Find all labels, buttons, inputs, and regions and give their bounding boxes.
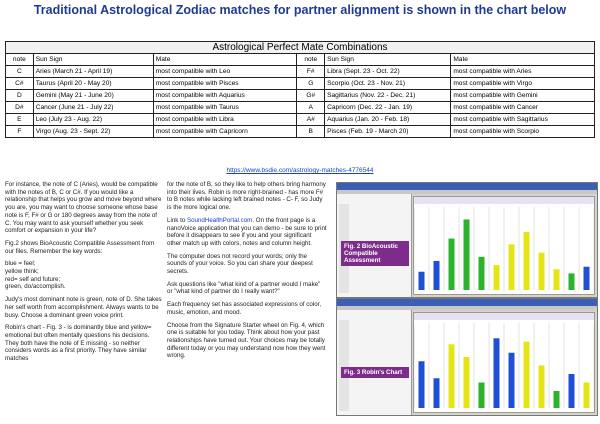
zodiac-table — [5, 41, 595, 138]
fig2-header-strip — [414, 197, 594, 204]
window-titlebar — [337, 299, 597, 306]
table-cell: Aquarius (Jan. 20 - Feb. 18) — [325, 114, 451, 126]
fig2-bar — [449, 239, 455, 290]
table-cell: Taurus (April 20 - May 20) — [33, 78, 153, 90]
key-word: blue = feel; — [5, 260, 36, 268]
table-row — [6, 114, 595, 126]
table-row — [6, 126, 595, 138]
table-cell: F — [6, 126, 34, 138]
table-cell: B — [297, 126, 325, 138]
table-cell: D# — [6, 102, 34, 114]
table-cell: D — [6, 90, 34, 102]
column-header: Sun Sign — [325, 54, 451, 66]
paragraph — [167, 217, 327, 248]
text-column-left — [5, 181, 162, 368]
column-header: Sun Sign — [33, 54, 153, 66]
fig2-bar — [584, 267, 590, 290]
table-row — [6, 102, 595, 114]
fig3-screenshot — [336, 298, 598, 416]
table-cell: Sagittarius (Nov. 22 - Dec. 21) — [325, 90, 451, 102]
fig2-bars — [414, 197, 594, 294]
table-cell: most compatible with Sagittarius — [451, 114, 595, 126]
table-row — [6, 90, 595, 102]
fig3-bar — [524, 342, 530, 408]
table-cell: most compatible with Aries — [451, 66, 595, 78]
link-outro: . On the front page is a nanoVoice application that you can demo - be sure to print before it disappears to see if you and your significant other match up with colors, notes and column height. — [167, 216, 327, 247]
fig3-bar — [479, 383, 485, 409]
table-cell: most compatible with Cancer — [451, 102, 595, 114]
paragraph: For instance, the note of C (Aries), would be compatible with the notes of B, C or C#. If you would like a relationship that helps you grow and move beyond where you are, you may want to choose someone whose base note is F, F# or G or 180 degrees away from the note of C. You may want to ask yourself whether you seek comfort or expansion in your life? — [5, 181, 162, 235]
fig3-label: Fig. 3 Robin's Chart — [341, 367, 409, 378]
fig2-bar — [434, 261, 440, 290]
fig2-bar — [539, 253, 545, 290]
fig3-bar — [419, 361, 425, 408]
paragraph: Fig.2 shows BioAcoustic Compatible Assessment from our files. Remember the key words: — [5, 239, 155, 255]
table-cell: most compatible with Pisces — [153, 78, 297, 90]
column-header: Mate — [153, 54, 297, 66]
table-cell: Pisces (Feb. 19 - March 20) — [325, 126, 451, 138]
table-cell: most compatible with Virgo — [451, 78, 595, 90]
fig2-bar — [479, 257, 485, 290]
fig3-bar — [494, 338, 500, 408]
fig2-plot — [413, 196, 595, 295]
table-cell: C# — [6, 78, 34, 90]
fig3-bar — [464, 357, 470, 408]
table-title: Astrological Perfect Mate Combinations — [6, 42, 595, 54]
fig3-bar — [434, 378, 440, 408]
window-sidebar — [337, 310, 412, 415]
fig3-plot — [413, 312, 595, 413]
key-word: yellow think; — [5, 268, 39, 276]
table-cell: C — [6, 66, 34, 78]
table-cell: Leo (July 23 - Aug. 22) — [33, 114, 153, 126]
fig2-bar — [494, 265, 500, 290]
table-cell: most compatible with Gemini — [451, 90, 595, 102]
fig2-bar — [509, 244, 515, 290]
table-cell: Aries (March 21 - April 19) — [33, 66, 153, 78]
paragraph: Ask questions like "what kind of a partner would I make" or "what kind of partner do I really want?" — [167, 280, 321, 296]
table-cell: A# — [297, 114, 325, 126]
text-column-right — [167, 181, 327, 365]
table-cell: most compatible with Scorpio — [451, 126, 595, 138]
table-cell: Capricorn (Dec. 22 - Jan. 19) — [325, 102, 451, 114]
key-word: green, do/accomplish. — [5, 283, 66, 291]
table-cell: most compatible with Capricorn — [153, 126, 297, 138]
table-cell: most compatible with Aquarius — [153, 90, 297, 102]
table-cell: most compatible with Taurus — [153, 102, 297, 114]
table-cell: Libra (Sept. 23 - Oct. 22) — [325, 66, 451, 78]
table-row — [6, 66, 595, 78]
table-cell: Cancer (June 21 - July 22) — [33, 102, 153, 114]
table-cell: E — [6, 114, 34, 126]
paragraph: for the note of B, so they like to help others bring harmony into their lives. Robin is more right-brained - has more F# to B notes while lacking left brained notes - C- F, so Judy is the more logical one. — [167, 181, 326, 212]
fig2-bar — [554, 269, 560, 290]
table-row — [6, 78, 595, 90]
table-cell: Scorpio (Oct. 23 - Nov. 21) — [325, 78, 451, 90]
table-cell: Virgo (Aug. 23 - Sept. 22) — [33, 126, 153, 138]
link-intro: Link to — [167, 216, 187, 224]
column-header: note — [297, 54, 325, 66]
fig3-bar — [509, 353, 515, 408]
fig3-bar — [569, 374, 575, 408]
table-cell: most compatible with Libra — [153, 114, 297, 126]
table-cell: most compatible with Leo — [153, 66, 297, 78]
fig2-bar — [524, 232, 530, 290]
fig3-bar — [554, 391, 560, 408]
table-cell: F# — [297, 66, 325, 78]
column-header: Mate — [451, 54, 595, 66]
table-header-row — [6, 54, 595, 66]
fig3-header-strip — [414, 313, 594, 320]
fig2-bar — [569, 273, 575, 290]
paragraph: Judy's most dominant note is green, note of D. She takes her self worth from accomplishment. Always wants to be busy. Choose a dominant green voice print. — [5, 296, 162, 319]
paragraph: Each frequency set has associated expressions of color, music, emotion, and mood. — [167, 301, 322, 316]
paragraph: The computer does not record your words; only the sounds of your voice. So you can share your deepest secrets. — [167, 252, 313, 276]
page-heading: Traditional Astrological Zodiac matches for partner alignment is shown in the chart below — [33, 3, 567, 17]
fig2-bar — [419, 272, 425, 290]
window-titlebar — [337, 183, 597, 190]
paragraph: Robin's chart - Fig. 3 - is dominantly blue and yellow= emotional but often mentally questions his decisions. They both have the note of E missing - so neither considers words as a first priority. They have similar matches — [5, 324, 152, 363]
column-header: note — [6, 54, 34, 66]
fig3-bars — [414, 313, 594, 412]
table-cell: A — [297, 102, 325, 114]
fig3-bar — [584, 383, 590, 409]
fig2-label: Fig. 2 BioAcoustic Compatible Assessment — [341, 241, 409, 266]
table-cell: G — [297, 78, 325, 90]
fig2-screenshot — [336, 182, 598, 298]
key-word: red= self and future; — [5, 275, 61, 283]
sound-health-link[interactable]: SoundHealthPortal.com — [186, 216, 253, 224]
fig3-bar — [539, 366, 545, 409]
source-link[interactable]: https://www.bsdie.com/astrology-matches-4776544 — [226, 167, 374, 174]
paragraph: Choose from the Signature Starter wheel on Fig. 4, which one is suitable for you today. Think about how your past relationships have turned out. Your choices may be totally different today or you may understand now how they went wrong. — [167, 321, 326, 360]
sidebar-panel — [339, 320, 349, 411]
table-cell: Gemini (May 21 - June 20) — [33, 90, 153, 102]
fig3-bar — [449, 344, 455, 408]
fig2-bar — [464, 219, 470, 290]
table-cell: G# — [297, 90, 325, 102]
